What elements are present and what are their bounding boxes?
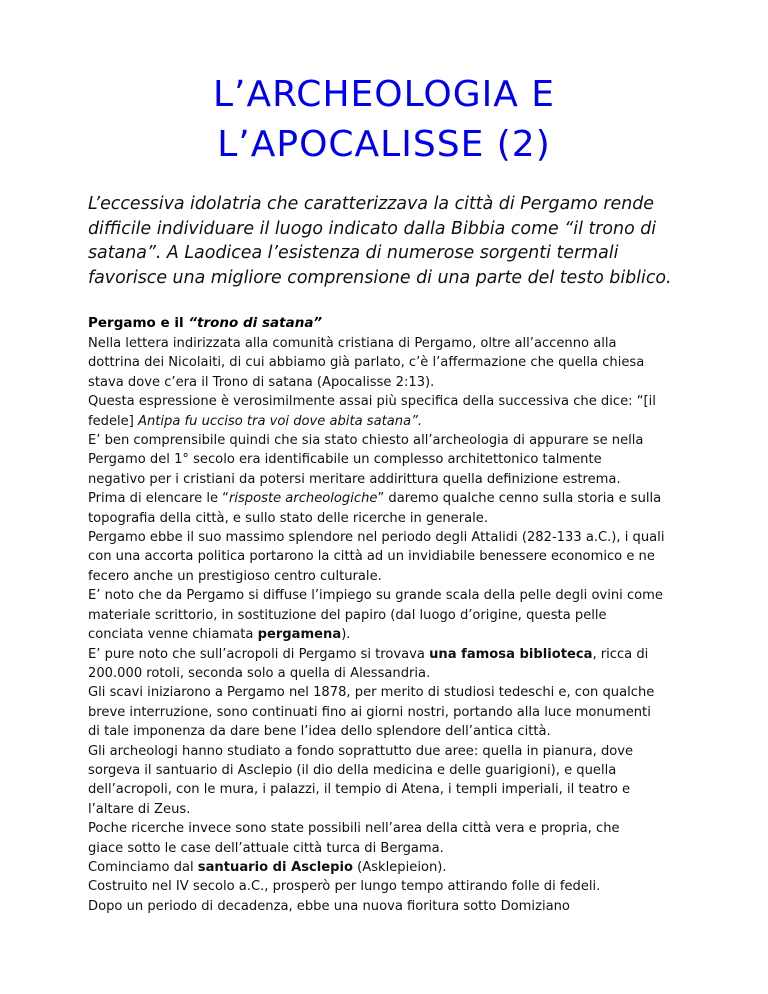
- body-text-span: Prima di elencare le “: [88, 491, 229, 507]
- body-text-span: , ricca di: [592, 646, 649, 662]
- body-line: Pergamo del 1° secolo era identificabile un complesso architettonico talmente: [88, 452, 602, 468]
- body-italic-span: risposte archeologiche: [228, 491, 378, 507]
- body-line: [88, 489, 698, 508]
- body-line: sorgeva il santuario di Asclepio (il dio della medicina e delle guarigioni), e quella: [88, 762, 617, 778]
- body-line: fecero anche un prestigioso centro culturale.: [88, 568, 382, 584]
- body-line: [88, 858, 698, 877]
- section-heading: [88, 315, 322, 331]
- body-bold-span: pergamena: [257, 627, 342, 643]
- body-text-span: conciata venne chiamata: [88, 627, 258, 643]
- body-text-span: E’ pure noto che sull’acropoli di Pergamo si trovava: [88, 646, 430, 662]
- body-line: Gli archeologi hanno studiato a fondo soprattutto due aree: quella in pianura, dove: [88, 743, 634, 759]
- body-line: [88, 412, 698, 431]
- lead-line: satana”. A Laodicea l’esistenza di numerose sorgenti termali: [88, 243, 619, 263]
- body-text-span: (Asklepieion).: [352, 859, 447, 875]
- body-bold-span: una famosa biblioteca: [429, 646, 593, 662]
- lead-line: favorisce una migliore comprensione di una parte del testo biblico.: [88, 267, 672, 288]
- body-line: Dopo un periodo di decadenza, ebbe una nuova fioritura sotto Domiziano: [88, 898, 570, 914]
- body-line: Costruito nel IV secolo a.C., prosperò per lungo tempo attirando folle di fedeli.: [88, 879, 601, 895]
- body-text: [88, 334, 698, 916]
- lead-line: L’eccessiva idolatria che caratterizzava la città di Pergamo rende: [88, 194, 654, 214]
- title-line-2: L’APOCALISSE (2): [217, 124, 551, 165]
- body-line: [88, 645, 698, 664]
- body-line: E’ ben comprensibile quindi che sia stato chiesto all’archeologia di appurare se nella: [88, 433, 644, 449]
- body-italic-span: Antipa fu ucciso tra voi dove abita satana”.: [138, 413, 423, 429]
- body-line: dell’acropoli, con le mura, i palazzi, il tempio di Atena, i templi imperiali, il teatro e: [88, 782, 631, 798]
- body-line: negativo per i cristiani da potersi meritare addirittura quella definizione estrema.: [88, 471, 621, 487]
- body-text-span: ” daremo qualche cenno sulla storia e sulla: [377, 491, 662, 507]
- body-line: stava dove c’era il Trono di satana (Apocalisse 2:13).: [88, 374, 435, 390]
- body-line: 200.000 rotoli, seconda solo a quella di Alessandria.: [88, 665, 431, 681]
- body-line: Gli scavi iniziarono a Pergamo nel 1878, per merito di studiosi tedeschi e, con qualche: [88, 685, 655, 701]
- body-line: Poche ricerche invece sono state possibili nell’area della città vera e propria, che: [88, 821, 620, 837]
- body-line: breve interruzione, sono continuati fino ai giorni nostri, portando alla luce monumenti: [88, 704, 651, 720]
- body-line: topografia della città, e sullo stato delle ricerche in generale.: [88, 510, 489, 526]
- body-text-span: fedele]: [88, 413, 138, 429]
- body-line: con una accorta politica portarono la città ad un invidiabile benessere economico e ne: [88, 549, 655, 565]
- body-bold-span: santuario di Asclepio: [197, 859, 353, 875]
- title-line-1: L’ARCHEOLOGIA E: [212, 74, 556, 115]
- body-line: dottrina dei Nicolaiti, di cui abbiamo già parlato, c’è l’affermazione che quella chiesa: [88, 355, 645, 371]
- body-line: Questa espressione è verosimilmente assai più specifica della successiva che dice: “[il: [88, 394, 656, 410]
- body-line: Nella lettera indirizzata alla comunità cristiana di Pergamo, oltre all’accenno alla: [88, 336, 617, 351]
- body-line: giace sotto le case dell’attuale città turca di Bergama.: [88, 840, 444, 856]
- document-title: [0, 70, 768, 170]
- body-text-span: ).: [341, 627, 351, 643]
- body-line: Pergamo ebbe il suo massimo splendore nel periodo degli Attalidi (282-133 a.C.), i quali: [88, 530, 665, 546]
- body-line: di tale imponenza da dare bene l’idea dello splendore dell’antica città.: [88, 724, 551, 740]
- section-heading-italic: “trono di satana”: [188, 315, 323, 331]
- body-line: l’altare di Zeus.: [88, 801, 191, 817]
- section-heading-text: Pergamo e il: [88, 315, 189, 331]
- body-text-span: Cominciamo dal: [88, 859, 198, 875]
- lead-line: difficile individuare il luogo indicato dalla Bibbia come “il trono di: [88, 218, 657, 239]
- lead-paragraph: [88, 192, 698, 290]
- body-line: [88, 625, 698, 644]
- body-line: E’ noto che da Pergamo si diffuse l’impiego su grande scala della pelle degli ovini come: [88, 588, 663, 604]
- body-line: materiale scrittorio, in sostituzione del papiro (dal luogo d’origine, questa pelle: [88, 607, 607, 623]
